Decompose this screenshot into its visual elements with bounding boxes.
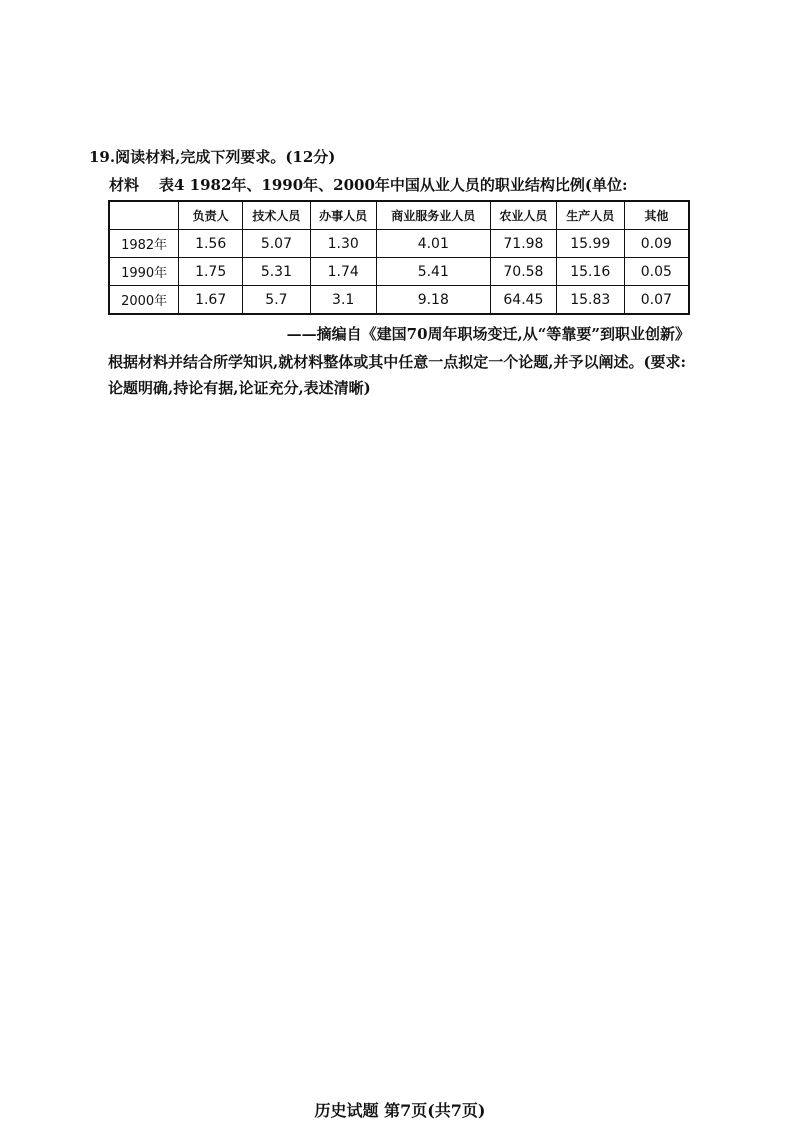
table-cell: 1.75 (179, 258, 243, 286)
table-cell: 1.67 (179, 286, 243, 315)
material-caption-line (109, 174, 628, 195)
table-row (109, 258, 689, 286)
table-cell: 1.74 (310, 258, 376, 286)
table-cell: 71.98 (491, 230, 557, 258)
table-row (109, 286, 689, 315)
table-cell-year: 2000年 (109, 286, 179, 315)
question-title: 19.阅读材料,完成下列要求。(12分) (89, 148, 336, 166)
source-citation: ——摘编自《建国70周年职场变迁,从“等靠要”到职业创新》 (286, 325, 690, 343)
table-cell: 4.01 (376, 230, 490, 258)
table-cell: 5.07 (243, 230, 311, 258)
table-header-cell: 生产人员 (556, 201, 624, 230)
table-header-cell: 办事人员 (310, 201, 376, 230)
table-cell-year: 1990年 (109, 258, 179, 286)
question-prompt: 根据材料并结合所学知识,就材料整体或其中任意一点拟定一个论题,并予以阐述。(要求:论题明确,持论有据,论证充分,表述清晰) (108, 353, 687, 397)
material-label: 材料 (109, 176, 140, 194)
table-cell: 64.45 (491, 286, 557, 315)
table-cell: 5.7 (243, 286, 311, 315)
table-cell: 3.1 (310, 286, 376, 315)
table-cell: 5.41 (376, 258, 490, 286)
table-cell: 1.30 (310, 230, 376, 258)
table-cell: 0.07 (624, 286, 689, 315)
table-header-cell: 技术人员 (243, 201, 311, 230)
table-caption: 表4 1982年、1990年、2000年中国从业人员的职业结构比例(单位: (159, 176, 628, 194)
page-footer: 历史试题 第7页(共7页) (314, 1101, 486, 1120)
table-cell: 15.16 (556, 258, 624, 286)
table-cell: 1.56 (179, 230, 243, 258)
table-cell: 15.83 (556, 286, 624, 315)
table-header-cell: 农业人员 (491, 201, 557, 230)
table-cell: 15.99 (556, 230, 624, 258)
table-cell: 0.05 (624, 258, 689, 286)
occupation-structure-table (108, 200, 690, 315)
table-header-cell (109, 201, 179, 230)
table-cell-year: 1982年 (109, 230, 179, 258)
table-header-cell: 其他 (624, 201, 689, 230)
table-row (109, 230, 689, 258)
table-cell: 70.58 (491, 258, 557, 286)
table-cell: 5.31 (243, 258, 311, 286)
table-header-cell: 负责人 (179, 201, 243, 230)
table-header-cell: 商业服务业人员 (376, 201, 490, 230)
table-cell: 9.18 (376, 286, 490, 315)
table-header-row (109, 201, 689, 230)
table-cell: 0.09 (624, 230, 689, 258)
